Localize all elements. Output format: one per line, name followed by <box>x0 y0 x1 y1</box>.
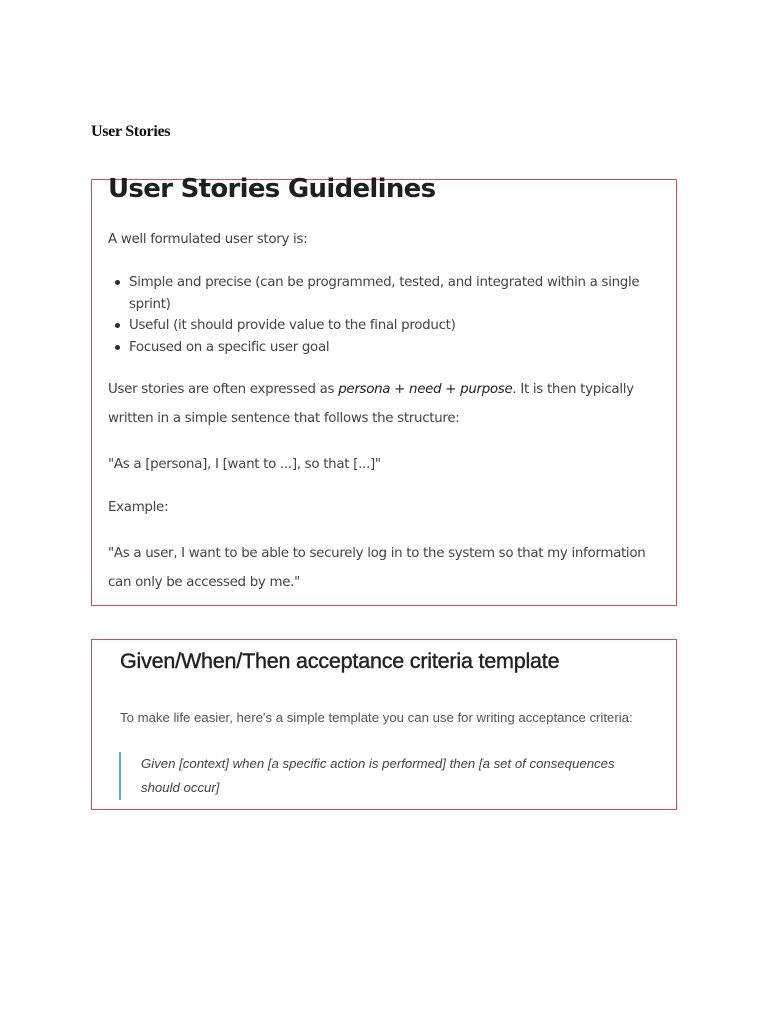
list-item <box>108 315 639 337</box>
list-item <box>108 337 639 359</box>
criteria-text: Focused on a specific user goal <box>129 339 330 355</box>
guidelines-title: User Stories Guidelines <box>108 174 436 204</box>
expression-line <box>108 382 634 397</box>
expression-suffix: . It is then typically <box>512 382 634 397</box>
criteria-text: Simple and precise (can be programmed, tested, and integrated within a single <box>129 275 640 290</box>
example-line-2: can only be accessed by me." <box>108 575 300 590</box>
criteria-text-continued: sprint) <box>129 296 171 312</box>
expression-line-2: written in a simple sentence that follows the structure: <box>108 411 460 426</box>
example-label: Example: <box>108 500 169 515</box>
example-line-1: "As a user, I want to be able to securely log in to the system so that my information <box>108 546 646 561</box>
story-structure: "As a [persona], I [want to ...], so that [...]" <box>108 457 381 472</box>
acceptance-criteria-panel <box>91 639 677 810</box>
template-line-2: should occur] <box>141 780 220 795</box>
user-stories-guidelines-panel <box>91 174 677 606</box>
acceptance-intro: To make life easier, here's a simple template you can use for writing acceptance criteria: <box>120 710 633 725</box>
expression-prefix: User stories are often expressed as <box>108 382 339 397</box>
page-heading: User Stories <box>91 123 171 140</box>
bullet-icon <box>115 280 120 285</box>
criteria-list <box>108 272 639 358</box>
acceptance-template-quote <box>119 752 649 800</box>
criteria-text: Useful (it should provide value to the final product) <box>129 318 456 333</box>
bullet-icon <box>115 345 120 350</box>
bullet-icon <box>115 323 120 328</box>
expression-formula: persona + need + purpose <box>338 382 513 397</box>
guidelines-intro: A well formulated user story is: <box>108 232 308 247</box>
acceptance-title: Given/When/Then acceptance criteria template <box>120 649 560 673</box>
list-item <box>108 272 639 315</box>
template-line-1: Given [context] when [a specific action is performed] then [a set of consequences <box>141 756 615 771</box>
